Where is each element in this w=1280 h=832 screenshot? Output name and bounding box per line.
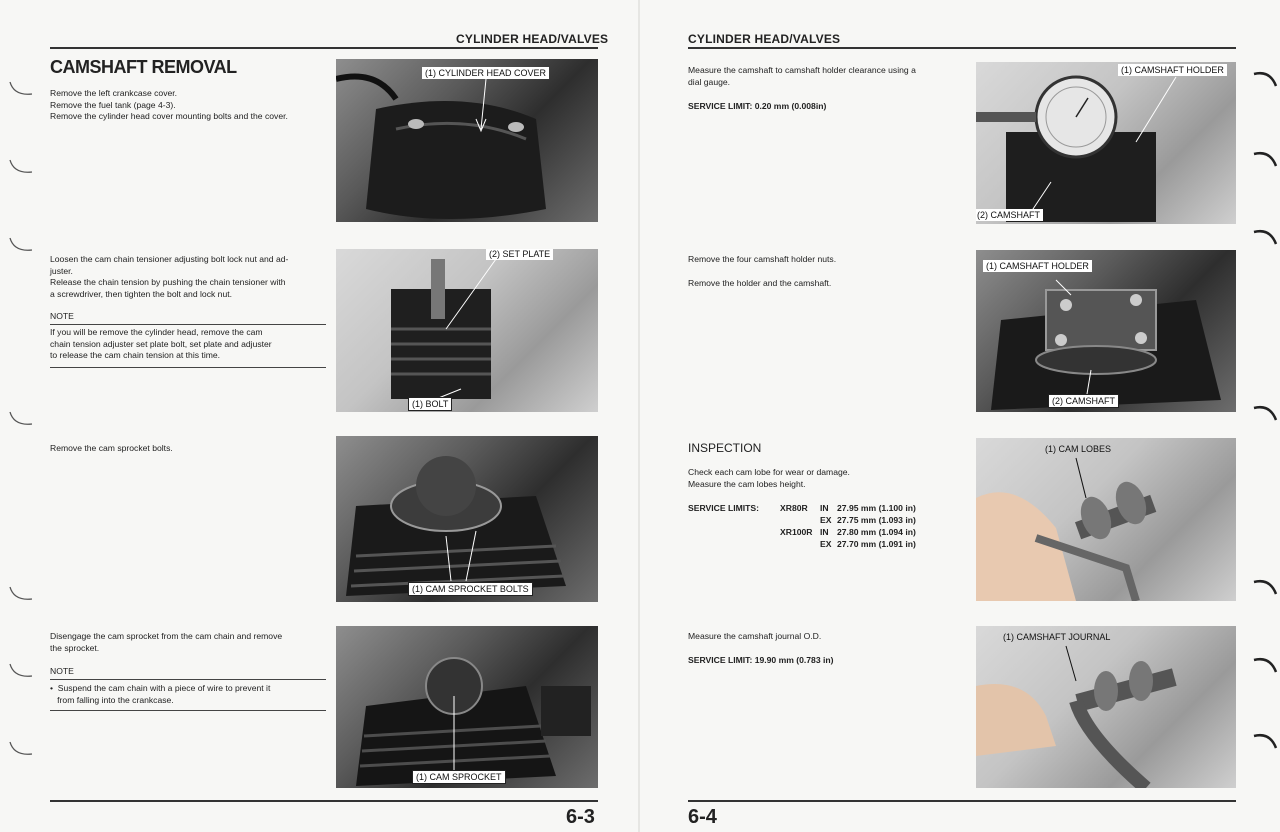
- text-line: juster.: [50, 265, 73, 276]
- text-line: If you will be remove the cylinder head, remove the cam: [50, 327, 263, 337]
- limit-type: EX: [820, 515, 832, 525]
- text-line: a screwdriver, then tighten the bolt and lock nut.: [50, 288, 233, 299]
- step1-text: [50, 88, 288, 123]
- binder-hole-icon: [1252, 148, 1278, 168]
- text-line: Remove the fuel tank (page 4-3).: [50, 99, 176, 110]
- note-rule: [50, 367, 326, 368]
- binder-hole-icon: [1252, 68, 1278, 88]
- photo-label: (1) CAM SPROCKET: [412, 770, 506, 784]
- text-line: Remove the cam sprocket bolts.: [50, 443, 173, 453]
- service-limits-label: SERVICE LIMITS:: [688, 503, 759, 513]
- binder-hole-icon: [8, 585, 34, 605]
- photo-label: (2) CAMSHAFT: [976, 209, 1043, 221]
- table-row: [688, 514, 948, 526]
- text-line: • Suspend the cam chain with a piece of wire to prevent it: [50, 683, 271, 693]
- header-rule: [50, 47, 598, 49]
- photo-label: (2) CAMSHAFT: [1048, 394, 1119, 408]
- text-line: from falling into the crankcase.: [50, 694, 174, 705]
- photo-label: (1) CAM SPROCKET BOLTS: [408, 582, 533, 596]
- photo-label: (1) CAMSHAFT HOLDER: [983, 260, 1092, 272]
- limit-value: 27.70 mm (1.091 in): [837, 539, 916, 549]
- right-page: [640, 0, 1280, 832]
- text-line: Measure the camshaft journal O.D.: [688, 631, 822, 641]
- text-line: Remove the left crankcase cover.: [50, 88, 178, 98]
- set-plate-photo: [336, 249, 598, 412]
- photo-label: (2) SET PLATE: [486, 249, 553, 260]
- text-line: Remove the cylinder head cover mounting bolts and the cover.: [50, 111, 288, 122]
- photo-label: (1) CYLINDER HEAD COVER: [422, 67, 549, 79]
- limit-value: 27.95 mm (1.100 in): [837, 503, 916, 513]
- step4-note-text: [50, 683, 326, 706]
- note-rule: [50, 324, 326, 325]
- text-line: Remove the four camshaft holder nuts.: [688, 254, 837, 264]
- footer-rule: [50, 800, 598, 802]
- photo-label: (1) CAMSHAFT JOURNAL: [1003, 632, 1111, 642]
- limit-type: IN: [820, 503, 829, 513]
- service-limit: SERVICE LIMIT: 19.90 mm (0.783 in): [688, 655, 834, 665]
- binder-hole-icon: [8, 158, 34, 178]
- camshaft-holder-removal-photo: [976, 250, 1236, 412]
- text-line: Loosen the cam chain tensioner adjusting bolt lock nut and ad-: [50, 254, 289, 264]
- binder-hole-icon: [1252, 576, 1278, 596]
- photo-label: (1) BOLT: [408, 397, 452, 411]
- photo-label: (1) CAMSHAFT HOLDER: [1118, 64, 1227, 76]
- header-rule: [688, 47, 1236, 49]
- limit-value: 27.75 mm (1.093 in): [837, 515, 916, 525]
- section-header: CYLINDER HEAD/VALVES: [456, 32, 609, 46]
- limit-type: EX: [820, 539, 832, 549]
- text-line: Measure the camshaft to camshaft holder clearance using a: [688, 65, 916, 75]
- text-line: Measure the cam lobes height.: [688, 478, 806, 489]
- limit-value: 27.80 mm (1.094 in): [837, 527, 916, 537]
- camshaft-holder-clearance-photo: [976, 62, 1236, 224]
- binder-hole-icon: [1252, 654, 1278, 674]
- binder-hole-icon: [8, 80, 34, 100]
- photo-label: (1) CAM LOBES: [1045, 444, 1112, 454]
- text-line: the sprocket.: [50, 642, 100, 653]
- step2-text: [50, 254, 288, 300]
- binder-hole-icon: [8, 236, 34, 256]
- camshaft-journal-photo: [976, 626, 1236, 788]
- table-row: [688, 502, 948, 514]
- step4-text: [50, 631, 282, 654]
- page-number: 6-4: [688, 806, 717, 828]
- note-label: NOTE: [50, 666, 74, 676]
- step1-text: [688, 65, 916, 88]
- text-line: Disengage the cam sprocket from the cam chain and remove: [50, 631, 283, 641]
- binder-hole-icon: [1252, 730, 1278, 750]
- page-title: CAMSHAFT REMOVAL: [50, 57, 237, 77]
- text-line: Remove the holder and the camshaft.: [688, 277, 832, 288]
- binder-hole-icon: [8, 740, 34, 760]
- section-header: CYLINDER HEAD/VALVES: [688, 32, 841, 46]
- step2-note-text: [50, 327, 326, 362]
- text-line: Check each cam lobe for wear or damage.: [688, 467, 850, 477]
- text-line: chain tension adjuster set plate bolt, set plate and adjuster: [50, 338, 272, 349]
- cam-sprocket-bolts-photo: [336, 436, 598, 602]
- limit-model: XR100R: [780, 527, 813, 537]
- note-rule: [50, 679, 326, 680]
- page-number: 6-3: [566, 806, 595, 828]
- binder-hole-icon: [1252, 402, 1278, 422]
- table-row: [688, 526, 948, 538]
- cam-sprocket-photo: [336, 626, 598, 788]
- note-rule: [50, 710, 326, 711]
- binder-hole-icon: [8, 410, 34, 430]
- step3-text: [688, 467, 850, 490]
- cylinder-head-cover-photo: [336, 59, 598, 222]
- limit-type: IN: [820, 527, 829, 537]
- limit-model: XR80R: [780, 503, 808, 513]
- step2-text: [688, 254, 836, 289]
- binder-hole-icon: [8, 662, 34, 682]
- text-line: dial gauge.: [688, 76, 731, 87]
- service-limit: SERVICE LIMIT: 0.20 mm (0.008in): [688, 101, 827, 111]
- cam-lobes-photo: [976, 438, 1236, 601]
- step4-text: [688, 631, 821, 643]
- text-line: to release the cam chain tension at this time.: [50, 350, 221, 361]
- note-label: NOTE: [50, 311, 74, 321]
- table-row: [688, 538, 948, 550]
- text-line: Release the chain tension by pushing the chain tensioner with: [50, 277, 286, 288]
- binder-hole-icon: [1252, 226, 1278, 246]
- inspection-heading: INSPECTION: [688, 441, 762, 455]
- step3-text: [50, 443, 173, 455]
- footer-rule: [688, 800, 1236, 802]
